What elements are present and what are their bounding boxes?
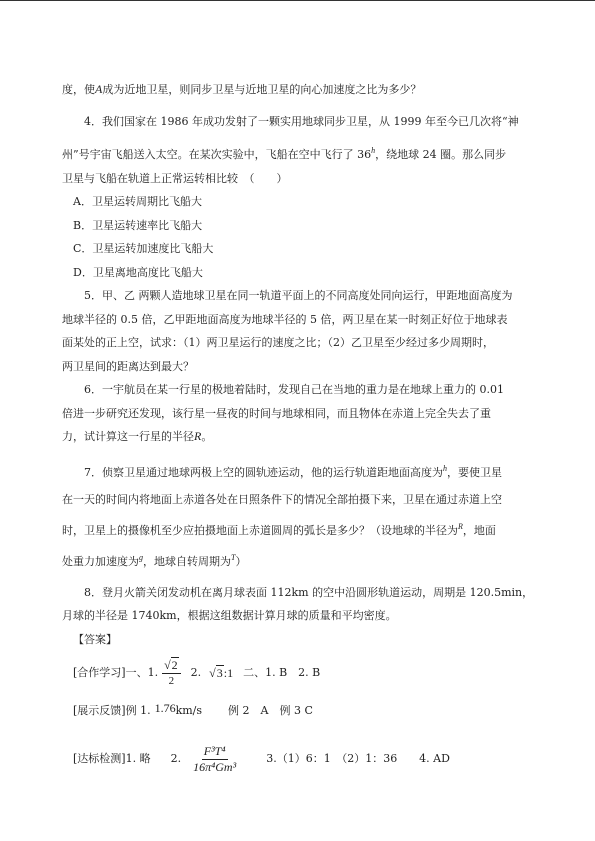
q6-line3: 力，试计算这一行星的半径R。 [62, 429, 213, 443]
var-h: h [443, 463, 447, 473]
var-r: R [194, 429, 202, 443]
q5-line2: 地球半径的 0.5 倍，乙甲距地面高度为地球半径的 5 倍，两卫星在某一时刻正好位于地球表 [62, 312, 508, 326]
answer-row-check: [达标检测]1. 略 2. $\frac{\text{F³T⁴}}{\text{16π⁴Gm³}}$ 3.（1）6：1 （2）1：36 4. AD [62, 739, 542, 779]
q7-line1: 7．侦察卫星通过地球两极上空的圆轨迹运动，他的运行轨道距地面高度为$^h$，要使卫星 [84, 463, 502, 479]
answer-label: [达标检测]1. 略 [73, 752, 151, 765]
q3-tail: 度，使A成为近地卫星，则同步卫星与近地卫星的向心加速度之比为多少？ [62, 82, 422, 96]
q7-line2: 在一天的时间内将地面上赤道各处在日照条件下的情况全部拍摄下来，卫星在通过赤道上空 [62, 492, 502, 506]
option-c: C．卫星运转加速度比飞船大 [73, 242, 214, 255]
fraction-sqrt2-over-2: $\frac{√2}{2}$ [162, 658, 181, 689]
q4-line2: 州”号宇宙飞船送入太空。在某次实验中，飞船在空中飞行了 36$^h$，绕地球 24 圈。那么同步 [62, 146, 507, 161]
q4-line3: 卫星与飞船在轨道上正常运转相比较 （ ） [62, 171, 288, 185]
q8-line1: 8．登月火箭关闭发动机在离月球表面 112km 的空中沿圆形轨道运动，周期是 120.5min， [84, 585, 534, 599]
var-t: T [231, 552, 236, 562]
top-rule [0, 0, 595, 1]
answer-label: [合作学习]一、1. [73, 666, 159, 679]
option-d: D．卫星离地高度比飞船大 [73, 265, 203, 279]
question-6 [62, 378, 542, 449]
q6-line1: 6．一宇航员在某一行星的极地着陆时，发现自己在当地的重力是在地球上重力的 0.01 [84, 383, 504, 396]
var-r: R [458, 521, 463, 531]
option-b: B．卫星运转速率比飞船大 [73, 218, 203, 232]
q6-line2: 倍进一步研究还发现，该行星一昼夜的时间与地球相同，而且物体在赤道上完全失去了重 [62, 406, 491, 420]
q7-line4: 处重力加速度为$^g$，地球自转周期为$^T$） [62, 552, 247, 568]
var-g: g [139, 552, 143, 562]
answer-heading: 【答案】 [73, 632, 117, 646]
q5-line1: 5．甲、乙 两颗人造地球卫星在同一轨道平面上的不同高度处同向运行，甲距地面高度为 [84, 289, 513, 302]
var-h: h [371, 146, 376, 155]
option-a: A．卫星运转周期比飞船大 [73, 195, 202, 208]
q4-line1: 4．我们国家在 1986 年成功发射了一颗实用地球同步卫星，从 1999 年至今已几次将“神 [84, 114, 519, 128]
worksheet-page [62, 78, 542, 779]
answer-label: [展示反馈]例 1. [73, 704, 151, 717]
fraction-formula: $\frac{\text{F³T⁴}}{\text{16π⁴Gm³}}$ [193, 743, 237, 774]
question-8 [62, 581, 542, 628]
question-4 [62, 110, 542, 285]
question-7 [62, 455, 542, 575]
answer-row-cooperative: [合作学习]一、1. $\frac{√2}{2}$ 2. √3:1 二、1. B 2. B [62, 655, 542, 691]
var-a: A [95, 82, 103, 96]
q8-line2: 月球的半径是 1740km，根据这组数据计算月球的质量和平均密度。 [62, 609, 397, 622]
question-5 [62, 284, 542, 378]
answer-row-feedback: [展示反馈]例 1. 1.76 km/s 例 2 A 例 3 C [62, 693, 542, 729]
q7-line3: 时，卫星上的摄像机至少应拍摄地面上赤道圆周的弧长是多少？（设地球的半径为$^R$，地面 [62, 521, 496, 537]
ratio-sqrt3-to-1: √3:1 [209, 666, 234, 680]
answer-section [62, 628, 542, 780]
q5-line3: 面某处的正上空，试求：（1）两卫星运行的速度之比；（2）乙卫星至少经过多少周期时， [62, 336, 494, 349]
q5-line4: 两卫星间的距离达到最大？ [62, 359, 194, 373]
